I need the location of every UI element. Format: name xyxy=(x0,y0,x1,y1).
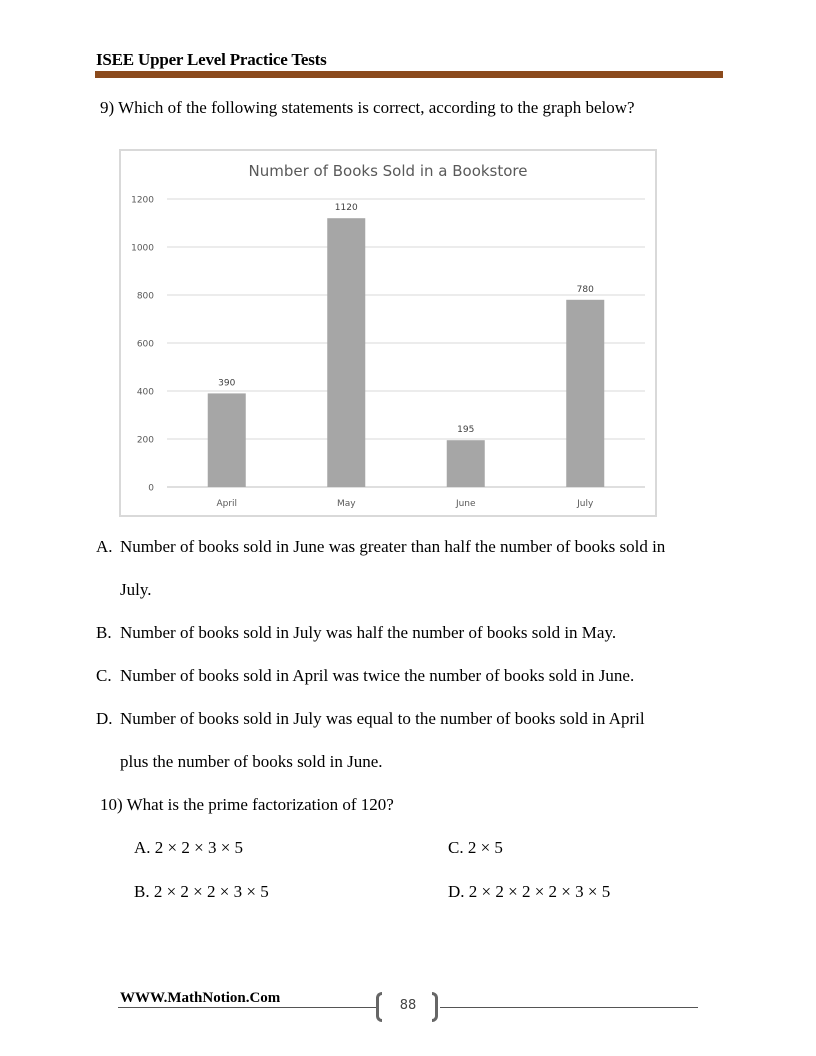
y-tick-label: 0 xyxy=(148,483,154,494)
x-tick-label: June xyxy=(455,499,476,509)
page-number-bracket-right xyxy=(432,992,438,1022)
bar-april xyxy=(208,393,246,487)
data-label: 390 xyxy=(218,378,236,389)
footer-rule-right xyxy=(440,1007,698,1008)
y-tick-label: 1200 xyxy=(131,195,154,206)
question-10-text: 10) What is the prime factorization of 120? xyxy=(100,795,394,814)
option-a-letter: A. xyxy=(96,537,113,556)
question-9-text: 9) Which of the following statements is correct, according to the graph below? xyxy=(100,98,635,117)
option-d-continuation: plus the number of books sold in June. xyxy=(120,752,383,771)
header-rule xyxy=(95,71,723,78)
y-tick-label: 400 xyxy=(136,387,154,398)
bar-chart xyxy=(119,149,657,517)
option-d[interactable] xyxy=(96,709,645,729)
option-a-text: Number of books sold in June was greater than half the number of books sold in xyxy=(120,537,666,556)
answer-c[interactable]: C. 2 × 5 xyxy=(448,838,503,857)
answer-d[interactable]: D. 2 × 2 × 2 × 2 × 3 × 5 xyxy=(448,882,611,901)
option-c[interactable] xyxy=(96,666,634,686)
answer-b[interactable]: B. 2 × 2 × 2 × 3 × 5 xyxy=(134,882,269,901)
chart-plot xyxy=(121,151,655,515)
data-label: 195 xyxy=(457,425,475,436)
chart-title: Number of Books Sold in a Bookstore xyxy=(248,162,528,180)
option-d-letter: D. xyxy=(96,709,113,728)
bar-may xyxy=(327,218,365,487)
data-label: 780 xyxy=(576,284,594,295)
option-b-letter: B. xyxy=(96,623,112,642)
y-tick-label: 1000 xyxy=(131,243,154,254)
bar-june xyxy=(447,440,485,487)
x-tick-label: May xyxy=(336,499,356,509)
x-tick-label: April xyxy=(216,499,238,509)
answer-a[interactable]: A. 2 × 2 × 3 × 5 xyxy=(134,838,244,857)
y-tick-label: 600 xyxy=(136,339,154,350)
option-b[interactable] xyxy=(96,623,616,643)
option-d-text: Number of books sold in July was equal to the number of books sold in April xyxy=(120,709,645,728)
option-a[interactable] xyxy=(96,537,665,557)
option-c-letter: C. xyxy=(96,666,112,685)
data-label: 1120 xyxy=(334,203,358,214)
footer-rule-left xyxy=(118,1007,376,1008)
page-number: 88 xyxy=(399,998,417,1013)
page-header-title: ISEE Upper Level Practice Tests xyxy=(96,50,327,69)
option-a-continuation: July. xyxy=(120,580,152,599)
y-tick-label: 800 xyxy=(136,291,154,302)
bar-july xyxy=(566,300,604,487)
option-b-text: Number of books sold in July was half the number of books sold in May. xyxy=(120,623,617,642)
footer-website: WWW.MathNotion.Com xyxy=(120,990,281,1006)
y-tick-label: 200 xyxy=(136,435,154,446)
option-c-text: Number of books sold in April was twice the number of books sold in June. xyxy=(120,666,635,685)
x-tick-label: July xyxy=(577,499,594,509)
page-number-bracket-left xyxy=(376,992,382,1022)
